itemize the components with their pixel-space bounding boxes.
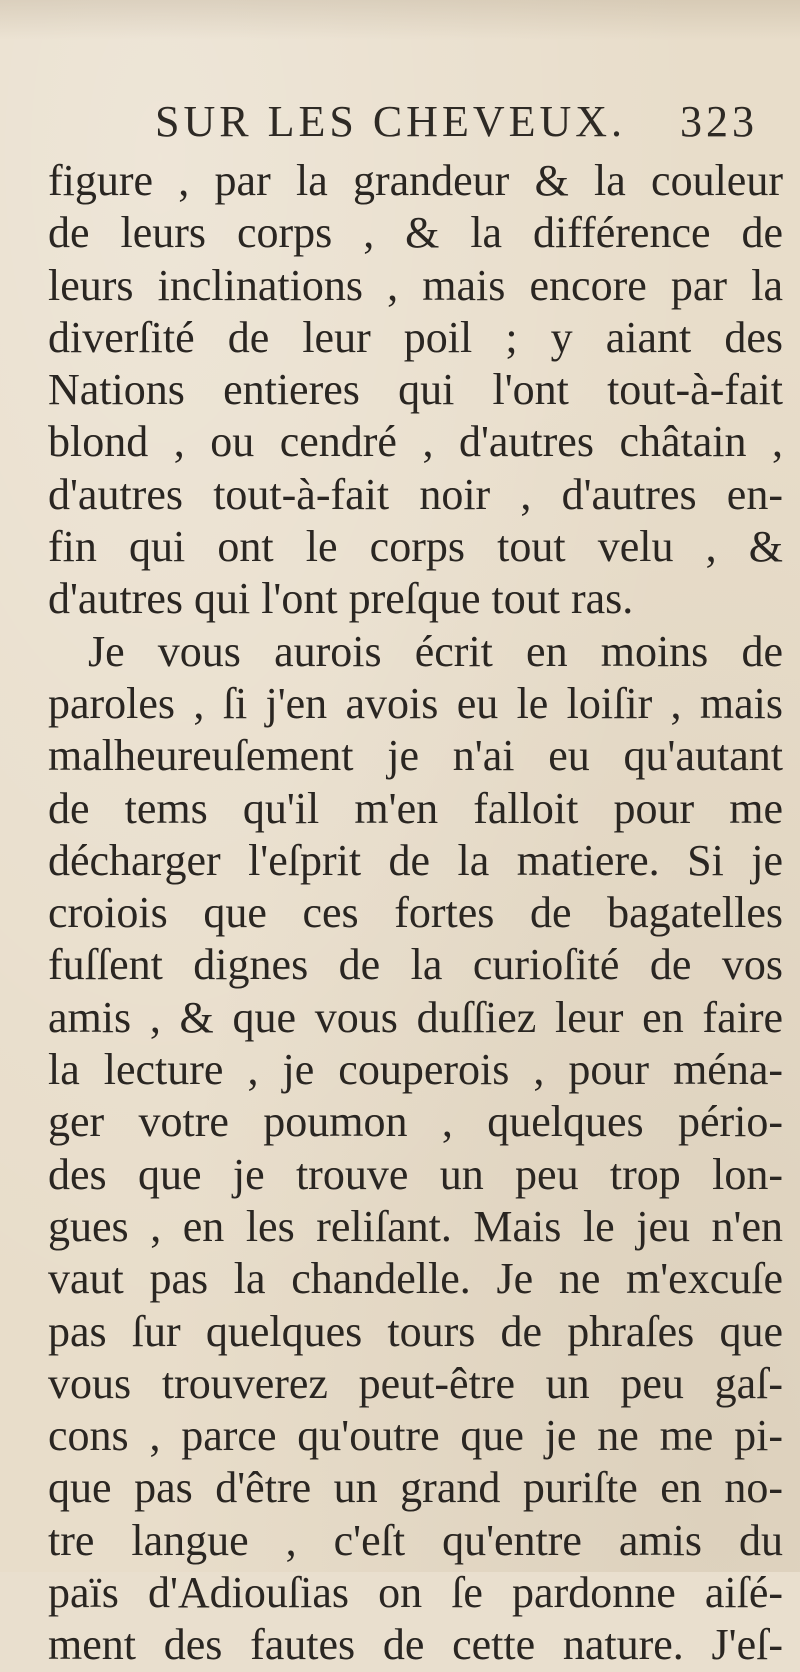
running-head <box>155 96 795 147</box>
text-line: figure , par la grandeur & la couleur <box>48 156 783 205</box>
text-line: ment des fautes de cette nature. J'eſ- <box>48 1620 783 1670</box>
running-head-title: SUR LES CHEVEUX. <box>155 97 627 146</box>
text-line: leurs inclinations , mais encore par la <box>48 260 783 310</box>
text-line: vous trouverez peut-être un peu gaſ- <box>48 1358 783 1408</box>
text-line: pas ſur quelques tours de phraſes que <box>48 1306 783 1356</box>
text-line: d'autres tout-à-fait noir , d'autres en- <box>48 469 783 519</box>
text-line: paroles , ſi j'en avois eu le loiſir , mais <box>48 678 783 728</box>
body-text <box>48 155 783 1672</box>
page-number: 323 <box>680 97 758 146</box>
text-line: diverſité de leur poil ; y aiant des <box>48 312 783 362</box>
text-line: que pas d'être un grand puriſte en no- <box>48 1463 783 1513</box>
text-line: ger votre poumon , quelques pério- <box>48 1097 783 1147</box>
text-line: blond , ou cendré , d'autres châtain , <box>48 417 783 467</box>
page-top-shadow <box>0 0 800 40</box>
text-line: d'autres qui l'ont preſque tout ras. <box>48 574 634 624</box>
text-line: décharger l'eſprit de la matiere. Si je <box>48 835 783 885</box>
text-line: gues , en les reliſant. Mais le jeu n'en <box>48 1201 783 1251</box>
text-line: de tems qu'il m'en falloit pour me <box>48 783 783 833</box>
text-line: Nations entieres qui l'ont tout-à-fait <box>48 365 783 415</box>
text-line: fin qui ont le corps tout velu , & <box>48 522 783 572</box>
text-line: des que je trouve un peu trop lon- <box>48 1149 783 1199</box>
text-line: la lecture , je couperois , pour ména- <box>48 1045 783 1095</box>
text-line: de leurs corps , & la différence de <box>48 208 783 258</box>
text-line: païs d'Adiouſias on ſe pardonne aiſé- <box>48 1568 783 1618</box>
text-line: amis , & que vous duſſiez leur en faire <box>48 992 783 1042</box>
text-line: cons , parce qu'outre que je ne me pi- <box>48 1411 783 1461</box>
text-line: vaut pas la chandelle. Je ne m'excuſe <box>48 1254 783 1304</box>
text-line: malheureuſement je n'ai eu qu'autant <box>48 731 783 781</box>
text-line: tre langue , c'eſt qu'entre amis du <box>48 1515 783 1565</box>
text-line: croiois que ces fortes de bagatelles <box>48 888 783 938</box>
text-line: fuſſent dignes de la curioſité de vos <box>48 940 783 990</box>
text-line: Je vous aurois écrit en moins de <box>88 626 783 676</box>
